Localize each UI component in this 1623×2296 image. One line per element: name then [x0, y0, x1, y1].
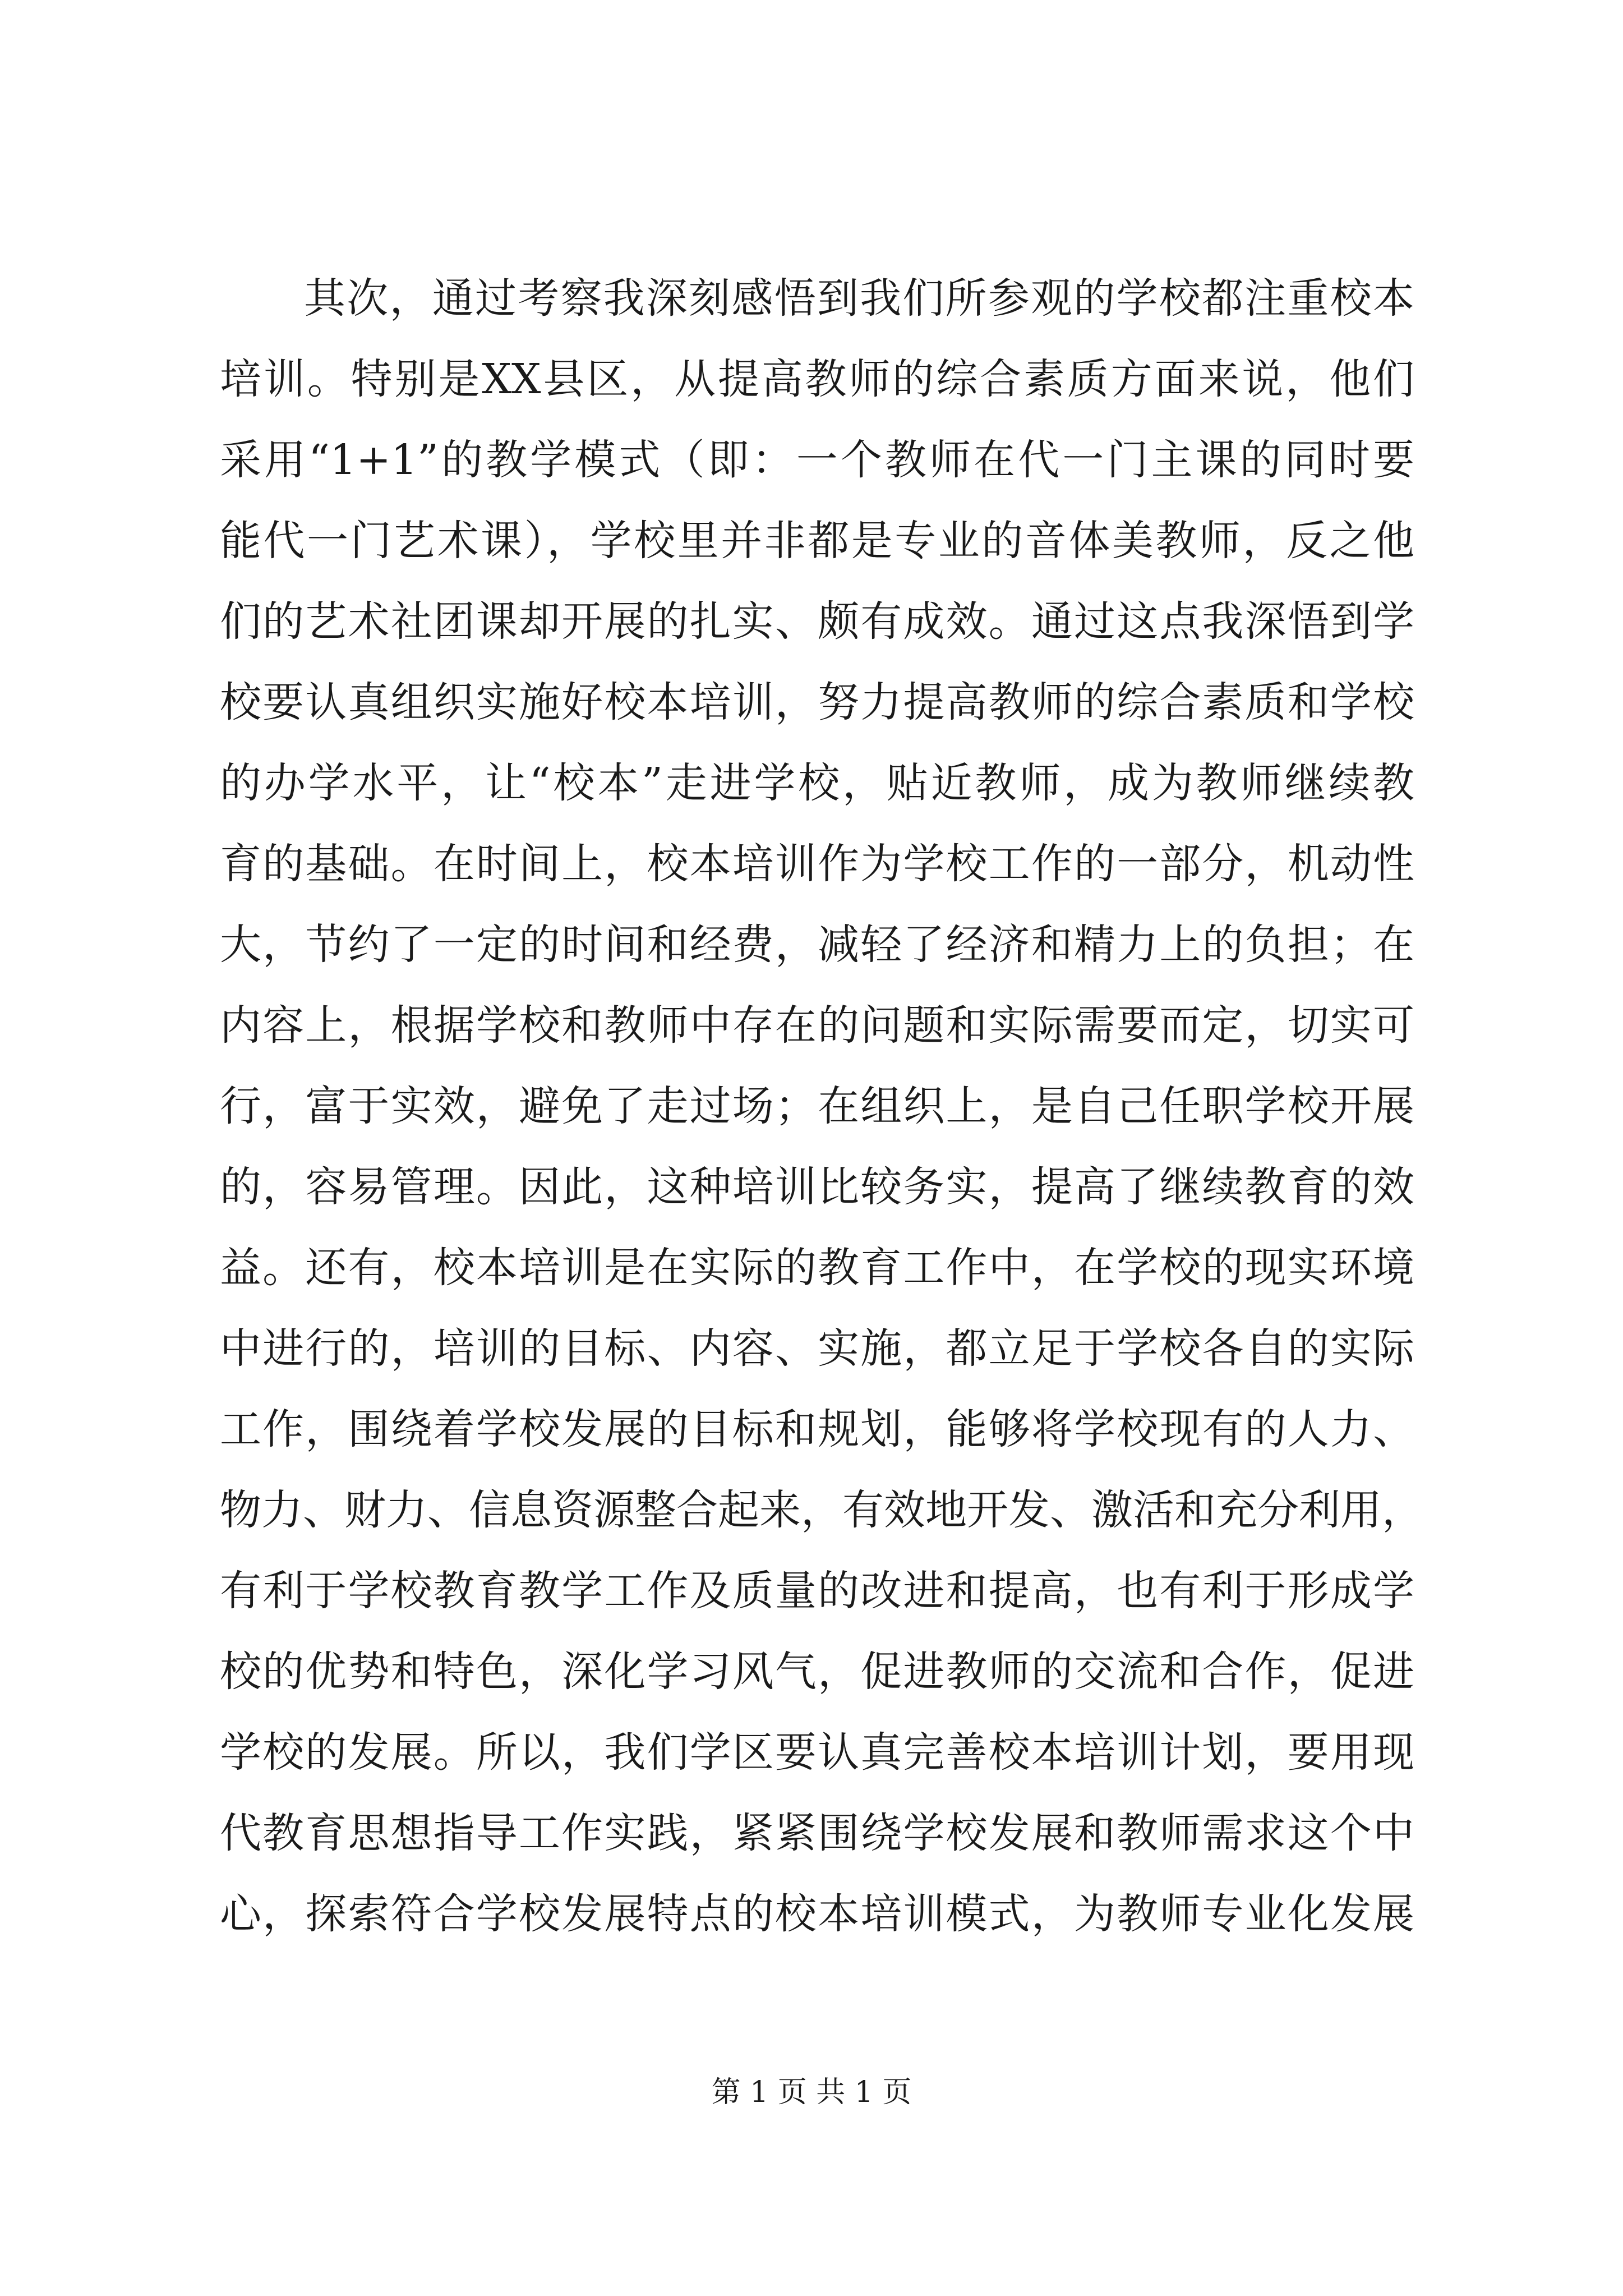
paragraph-line: 工作，围绕着学校发展的目标和规划，能够将学校现有的人力、 [220, 1405, 1414, 1453]
paragraph-line: 学校的发展。所以，我们学区要认真完善校本培训计划，要用现 [220, 1728, 1414, 1777]
paragraph-line: 校要认真组织实施好校本培训，努力提高教师的综合素质和学校 [220, 678, 1414, 726]
paragraph-line: 物力、财力、信息资源整合起来，有效地开发、激活和充分利用， [220, 1486, 1423, 1534]
paragraph-line: 其次，通过考察我深刻感悟到我们所参观的学校都注重校本 [304, 274, 1414, 323]
paragraph-line: 中进行的，培训的目标、内容、实施，都立足于学校各自的实际 [220, 1324, 1414, 1373]
paragraph-line: 有利于学校教育教学工作及质量的改进和提高，也有利于形成学 [220, 1567, 1414, 1615]
page-number-footer: 第 1 页 共 1 页 [711, 2076, 912, 2109]
paragraph-line: 益。还有，校本培训是在实际的教育工作中，在学校的现实环境 [220, 1244, 1414, 1292]
body-paragraph [220, 258, 1423, 1954]
paragraph-line: 育的基础。在时间上，校本培训作为学校工作的一部分，机动性 [220, 840, 1414, 888]
paragraph-line: 们的艺术社团课却开展的扎实、颇有成效。通过这点我深悟到学 [220, 597, 1414, 646]
paragraph-line: 大，节约了一定的时间和经费，减轻了经济和精力上的负担；在 [220, 921, 1414, 969]
paragraph-line: 采用“1+1”的教学模式（即：一个教师在代一门主课的同时要 [220, 436, 1414, 484]
paragraph-line: 能代一门艺术课），学校里并非都是专业的音体美教师，反之他 [220, 517, 1414, 565]
paragraph-line: 校的优势和特色，深化学习风气，促进教师的交流和合作，促进 [220, 1648, 1414, 1696]
paragraph-line: 的办学水平，让“校本”走进学校，贴近教师，成为教师继续教 [220, 759, 1414, 807]
paragraph-line: 心，探索符合学校发展特点的校本培训模式，为教师专业化发展 [220, 1890, 1414, 1938]
paragraph-line: 代教育思想指导工作实践，紧紧围绕学校发展和教师需求这个中 [220, 1809, 1414, 1857]
paragraph-line: 培训。特别是XX县区，从提高教师的综合素质方面来说，他们 [220, 355, 1414, 403]
paragraph-line: 内容上，根据学校和教师中存在的问题和实际需要而定，切实可 [220, 1001, 1414, 1050]
paragraph-line: 行，富于实效，避免了走过场；在组织上，是自己任职学校开展 [220, 1082, 1414, 1130]
paragraph-line: 的，容易管理。因此，这种培训比较务实，提高了继续教育的效 [220, 1163, 1414, 1211]
